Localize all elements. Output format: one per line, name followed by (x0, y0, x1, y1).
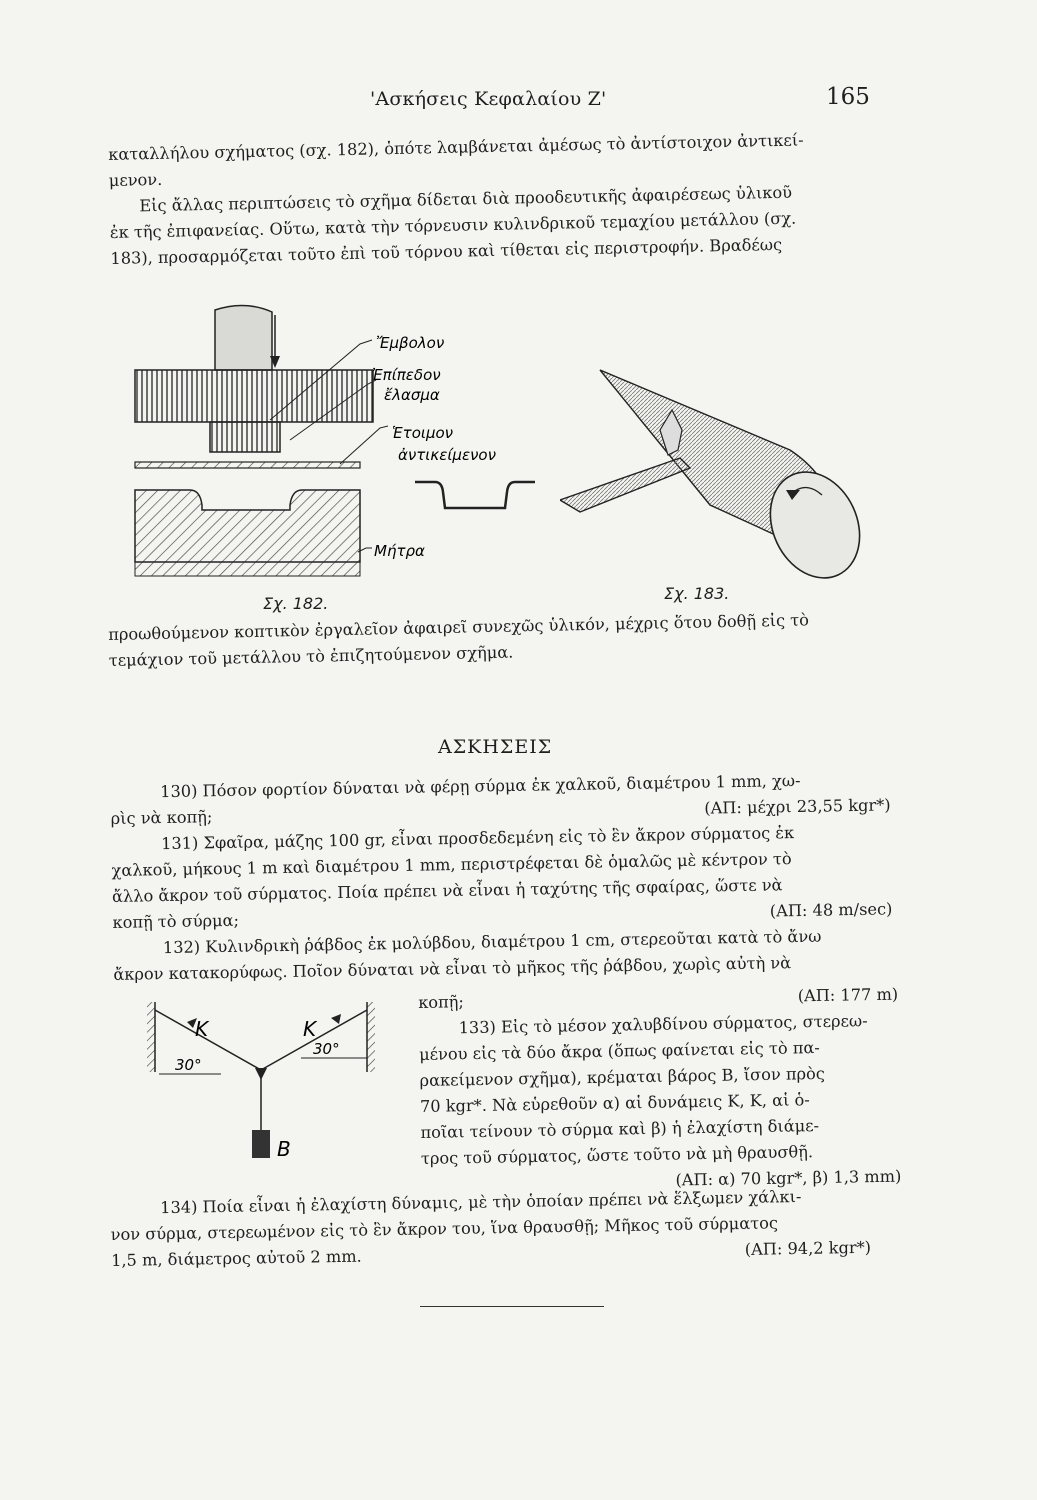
exercise-130-tail: ρὶς νὰ κοπῇ; (110, 807, 213, 828)
text-line: Εἰς ἄλλας περιπτώσεις τὸ σχῆμα δίδεται διὰ προοδευτικῆς ἀφαιρέσεως ὑλικοῦ (139, 182, 793, 216)
figure-182-press-die (110, 300, 560, 620)
flat-sheet (135, 462, 360, 468)
exercise-133-line: ποῖαι τείνουν τὸ σύρμα καὶ β) ἡ ἐλαχίστη διάμε- (420, 1116, 820, 1142)
caption-182: Σχ. 182. (263, 594, 329, 613)
exercise-133-line: μένου εἰς τὰ δύο ἄκρα (ὅπως φαίνεται εἰς τὸ πα- (418, 1037, 820, 1064)
exercise-133-line: τρος τοῦ σύρματος, ὥστε τοῦτο νὰ μὴ θραυσθῇ. (420, 1142, 814, 1168)
exercise-134-tail: 1,5 m, διάμετρος αὐτοῦ 2 mm. (110, 1246, 362, 1270)
label-ready: Ἑτοιμον (392, 424, 454, 442)
exercises-heading: ΑΣΚΗΣΕΙΣ (438, 736, 553, 758)
exercise-133 (418, 982, 902, 1198)
exercise-132-line: ἄκρον κατακορύφως. Ποῖον δύναται νὰ εἶναι τὸ μῆκος τῆς ῥάβδου, χωρὶς αὐτὴ νὰ (113, 953, 792, 984)
footer-rule (420, 1306, 604, 1307)
figure-133-wire (145, 1000, 395, 1175)
exercise-133-line: ρακείμενον σχῆμα), κρέμαται βάρος B, ἴσον πρὸς (419, 1063, 825, 1090)
exercise-131-line: χαλκοῦ, μήκους 1 m καὶ διαμέτρου 1 mm, περιστρέφεται δὲ ὁμαλῶς μὲ κέντρον τὸ (111, 849, 792, 880)
exercise-130-answer: (ΑΠ: μέχρι 23,55 kgr*) (704, 795, 891, 818)
exercise-132-line: 132) Κυλινδρικὴ ῥάβδος ἐκ μολύβδου, διαμέτρου 1 cm, στερεοῦται κατὰ τὸ ἄνω (162, 926, 822, 958)
text-line: 183), προσαρμόζεται τοῦτο ἐπὶ τοῦ τόρνου καὶ τίθεται εἰς περιστροφήν. Βραδέως (110, 234, 783, 268)
exercise-131-line: ἄλλο ἄκρον τοῦ σύρματος. Ποία πρέπει νὰ εἶναι ἡ ταχύτης τῆς σφαίρας, ὥστε νὰ (111, 875, 783, 906)
force-label-left: K (195, 1017, 209, 1041)
exercise-134-text: νον σύρμα, στερεωμένον εἰς τὸ ἓν ἄκρον του, ἵνα θραυσθῇ; Μῆκος τοῦ σύρματος (110, 1213, 779, 1244)
exercise-131-tail: κοπῇ τὸ σύρμα; (112, 910, 240, 932)
exercise-132-tail: κοπῇ; (418, 992, 465, 1012)
intro-paragraph (108, 126, 891, 272)
text-line: τεμάχιον τοῦ μετάλλου τὸ ἐπιζητούμενον σχῆμα. (108, 642, 514, 670)
running-head: 'Ασκήσεις Κεφαλαίου Ζ' (370, 88, 607, 110)
die-block (135, 490, 360, 562)
exercise-132-answer: (ΑΠ: 177 m) (797, 984, 899, 1006)
weight-block (252, 1130, 270, 1158)
force-label-right: K (303, 1017, 317, 1041)
punch-flange (135, 370, 373, 422)
label-object: ἀντικείμενον (398, 446, 496, 464)
punch-nose (210, 422, 280, 452)
label-punch: Ἔμβολον (376, 334, 445, 352)
label-sheet: ἔλασμα (384, 386, 440, 404)
exercise-130-line: 130) Πόσον φορτίον δύναται νὰ φέρῃ σύρμα ἐκ χαλκοῦ, διαμέτρου 1 mm, χω- (160, 770, 801, 802)
exercise-131-line: 131) Σφαῖρα, μάζης 100 gr, εἶναι προσδεδεμένη εἰς τὸ ἓν ἄκρον σύρματος ἐκ (160, 823, 795, 854)
finished-object (415, 482, 535, 508)
cutting-tool (560, 458, 690, 512)
weight-label: B (277, 1137, 291, 1161)
exercise-134-line: 134) Ποία εἶναι ἡ ἐλαχίστη δύναμις, μὲ τὴν ὁποίαν πρέπει νὰ ἕλξωμεν χάλκι- (160, 1186, 802, 1218)
exercise-133-line: 133) Εἰς τὸ μέσον χαλυβδίνου σύρματος, στερεω- (458, 1011, 868, 1038)
caption-183: Σχ. 183. (664, 584, 730, 603)
exercise-134 (110, 1182, 891, 1274)
label-flat: Ἐπίπεδον (372, 366, 441, 384)
exercise-133-answer: (ΑΠ: α) 70 kgr*, β) 1,3 mm) (675, 1166, 902, 1190)
text-line: μενον. (108, 169, 163, 190)
label-die: Μήτρα (374, 542, 425, 560)
exercise-131-answer: (ΑΠ: 48 m/sec) (769, 899, 893, 921)
exercise-134-answer: (ΑΠ: 94,2 kgr*) (744, 1237, 872, 1259)
angle-label-right: 30° (313, 1040, 340, 1058)
text-line: καταλλήλου σχήματος (σχ. 182), ὁπότε λαμβάνεται ἀμέσως τὸ ἀντίστοιχον ἀντικεί- (108, 130, 804, 164)
exercise-133-line: 70 kgr*. Νὰ εὑρεθοῦν α) αἱ δυνάμεις K, K, αἱ ὁ- (419, 1090, 810, 1116)
exercises-130-132 (110, 766, 894, 988)
text-line: προωθούμενον κοπτικὸν ἐργαλεῖον ἀφαιρεῖ συνεχῶς ὑλικόν, μέχρις ὅτου δοθῇ εἰς τὸ (108, 610, 810, 644)
text-line: ἐκ τῆς ἐπιφανείας. Οὕτω, κατὰ τὴν τόρνευσιν κυλινδρικοῦ τεμαχίου μετάλλου (σχ. (109, 208, 797, 242)
angle-label-left: 30° (175, 1056, 202, 1074)
figure-183-lathe (560, 330, 890, 590)
page-number: 165 (826, 84, 870, 110)
punch-shaft (215, 305, 272, 370)
